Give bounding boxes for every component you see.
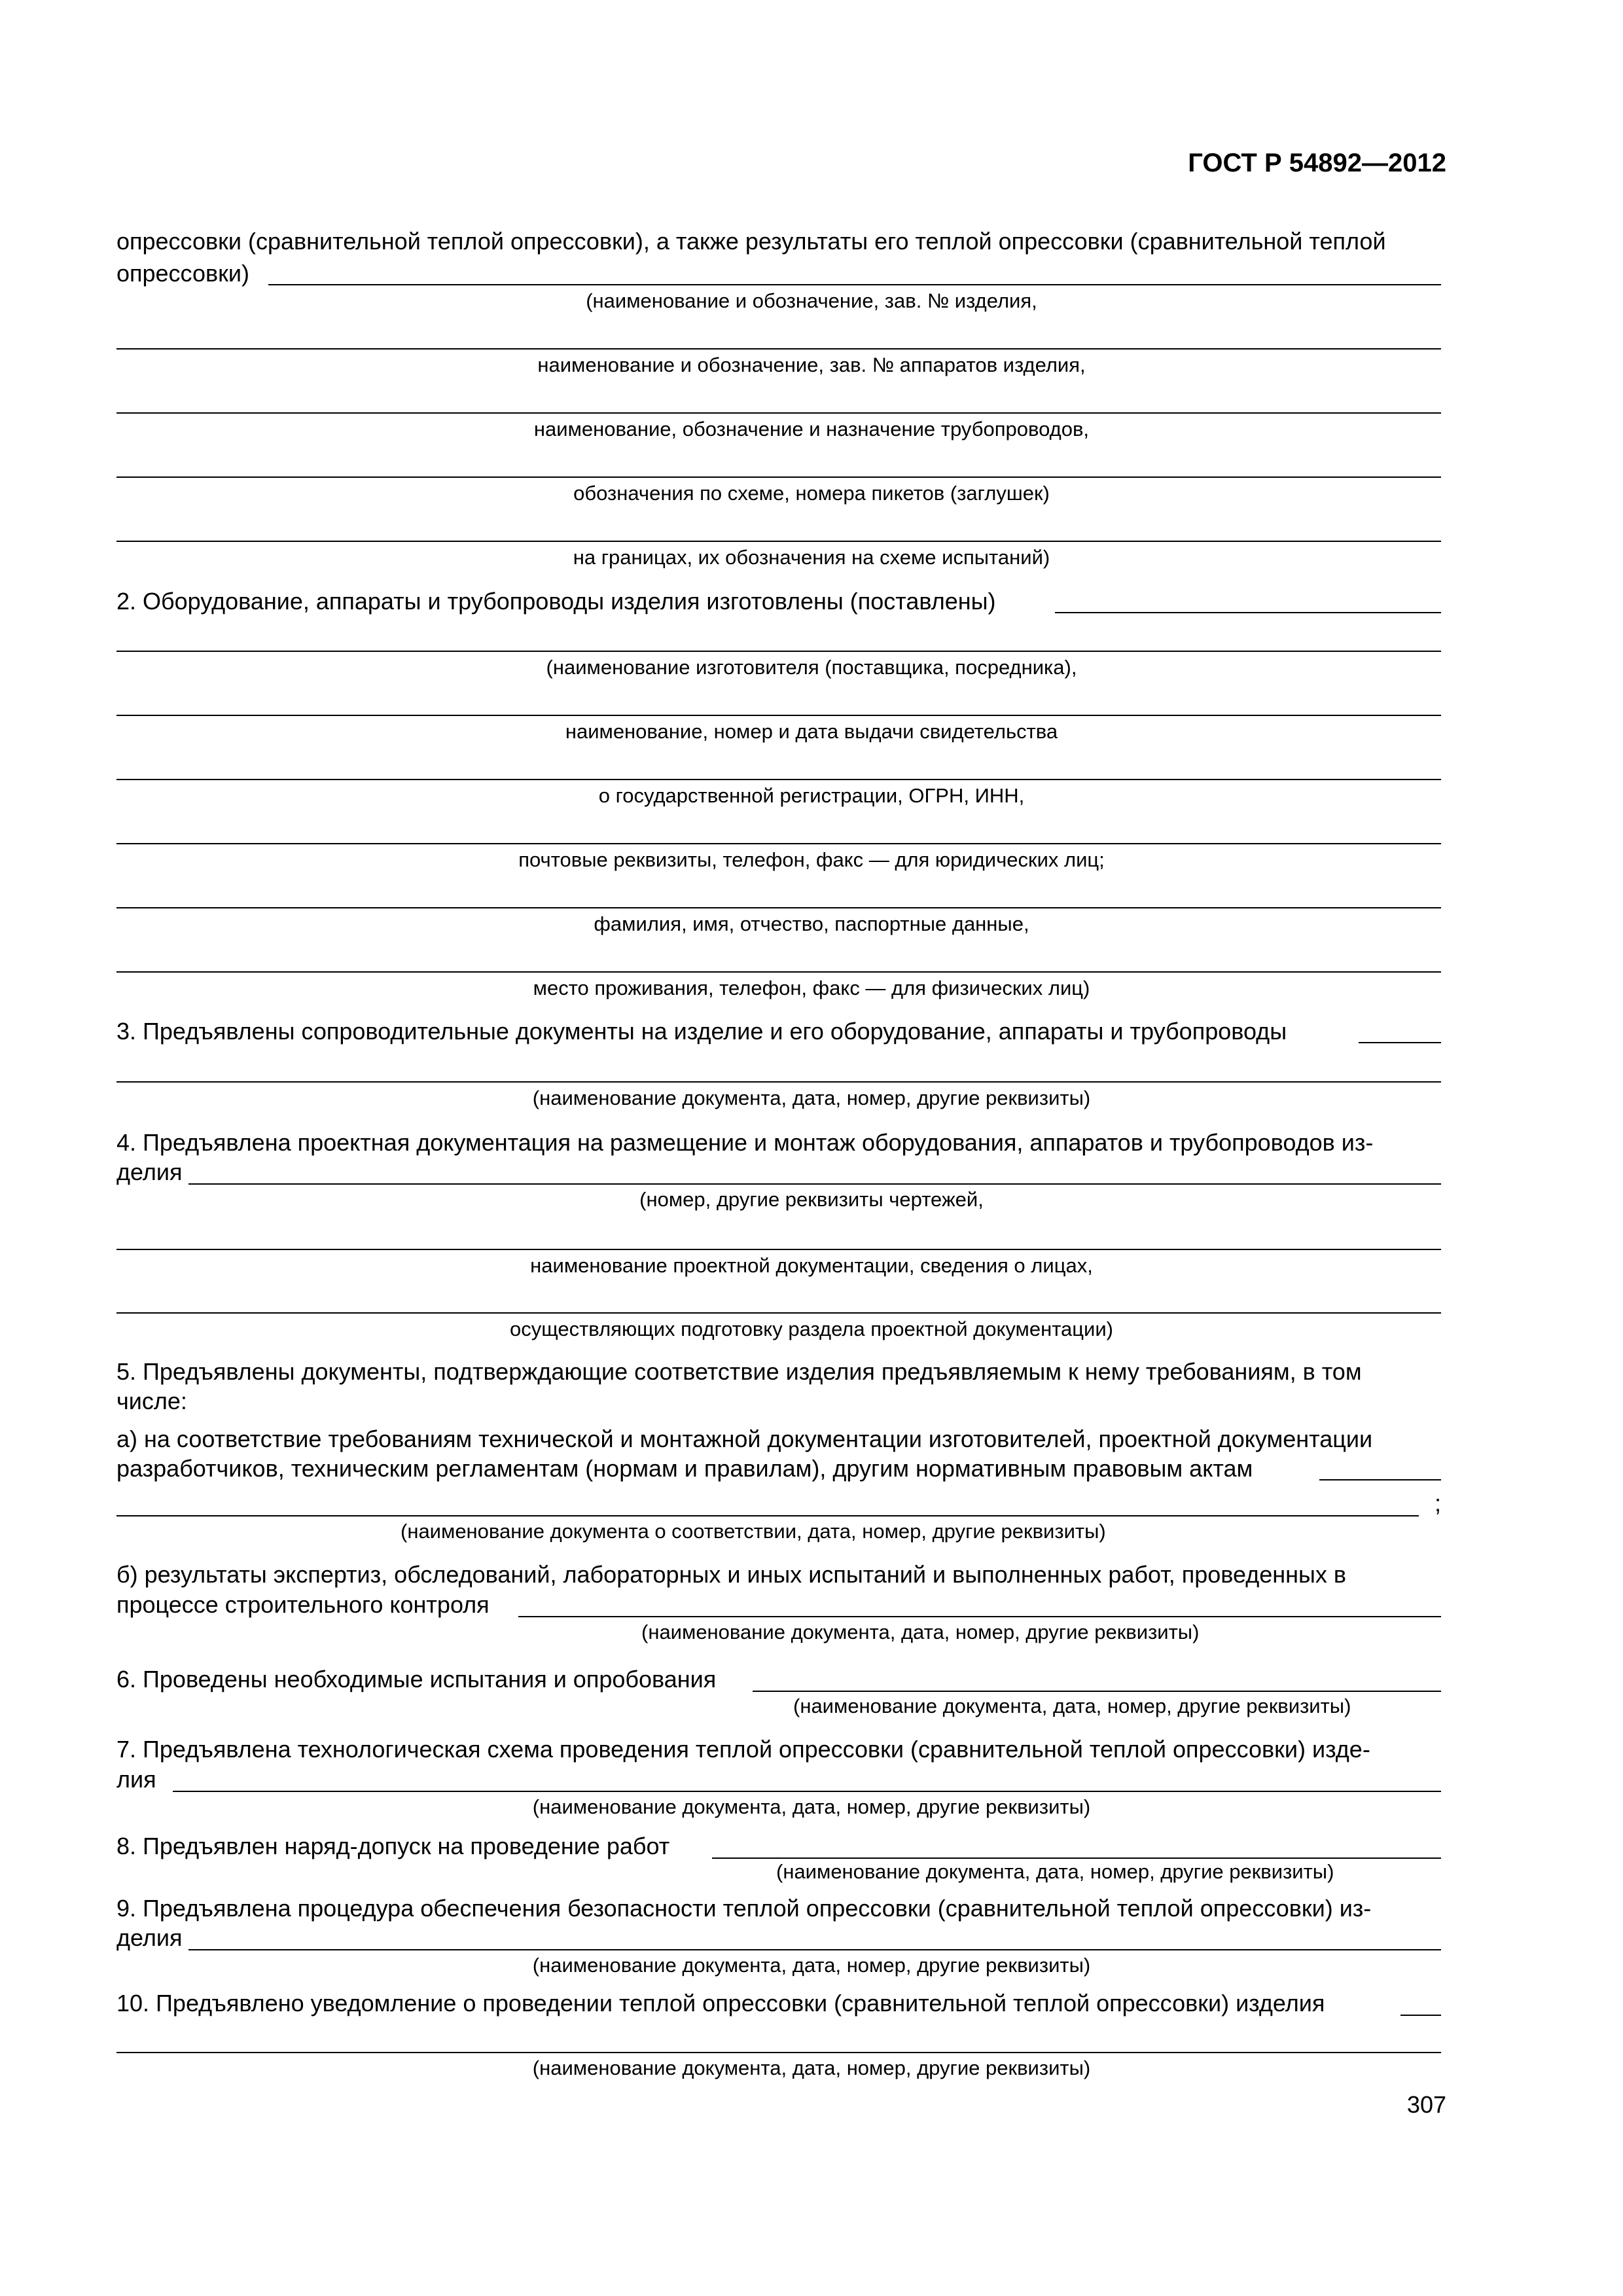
item1-caption-3: наименование, обозначение и назначение трубопроводов, [533,418,1090,440]
item2-caption-3: о государственной регистрации, ОГРН, ИНН, [598,784,1025,807]
item2-fill-line-0[interactable] [1055,612,1441,613]
item4-fill-line-2[interactable] [116,1249,1441,1250]
item2-fill-line-2[interactable] [116,715,1441,716]
item3-caption: (наименование документа, дата, номер, другие реквизиты) [532,1086,1091,1109]
item3-fill-line-0[interactable] [1359,1042,1441,1043]
item1-fill-line-4[interactable] [116,476,1441,478]
item2-caption-5: фамилия, имя, отчество, паспортные данные, [594,912,1029,935]
item8-text: 8. Предъявлен наряд-допуск на проведение работ [116,1833,670,1859]
item1-line2: опрессовки) [116,260,249,287]
item6-text: 6. Проведены необходимые испытания и опробования [116,1666,717,1693]
item7-caption: (наименование документа, дата, номер, другие реквизиты) [532,1795,1091,1818]
item2-caption-2: наименование, номер и дата выдачи свидетельства [565,720,1058,743]
item10-fill-line-0[interactable] [1400,2015,1441,2016]
page-number: 307 [1406,2091,1446,2118]
item6-fill-line[interactable] [753,1691,1441,1692]
item1-caption-5: на границах, их обозначения на схеме испытаний) [573,546,1050,569]
item9-fill-line[interactable] [188,1949,1441,1950]
item4-caption-2: наименование проектной документации, сведения о лицах, [530,1254,1093,1277]
item4-line2: делия [116,1158,183,1185]
item5a-semicolon: ; [1435,1490,1442,1516]
item2-fill-line-1[interactable] [116,651,1441,652]
item10-caption: (наименование документа, дата, номер, другие реквизиты) [532,2056,1091,2079]
item5a-line1: а) на соответствие требованиям технической и монтажной документации изготовителей, проектной документации [116,1426,1373,1452]
item5-line1: 5. Предъявлены документы, подтверждающие соответствие изделия предъявляемым к нему требованиям, в том [116,1358,1362,1385]
item1-caption-4: обозначения по схеме, номера пикетов (заглушек) [573,482,1050,505]
item6-caption: (наименование документа, дата, номер, другие реквизиты) [793,1695,1351,1717]
item1-line1: опрессовки (сравнительной теплой опрессовки), а также результаты его теплой опрессовки (сравнительной теплой [116,228,1386,255]
item4-fill-line-1[interactable] [188,1183,1441,1185]
item10-fill-line-1[interactable] [116,2052,1441,2053]
item1-caption-1: (наименование и обозначение, зав. № изделия, [586,289,1037,312]
item2-fill-line-6[interactable] [116,971,1441,973]
item2-fill-line-4[interactable] [116,843,1441,844]
item2-caption-6: место проживания, телефон, факс — для физических лиц) [533,977,1090,999]
item8-caption: (наименование документа, дата, номер, другие реквизиты) [776,1860,1334,1883]
item5a-line2: разработчиков, техническим регламентам (нормам и правилам), другим нормативным правовым актам [116,1455,1253,1482]
item4-line1: 4. Предъявлена проектная документация на размещение и монтаж оборудования, аппаратов и трубопроводов из- [116,1129,1374,1156]
item4-caption-1: (номер, другие реквизиты чертежей, [639,1188,984,1211]
item5b-caption: (наименование документа, дата, номер, другие реквизиты) [641,1621,1200,1643]
item2-caption-1: (наименование изготовителя (поставщика, посредника), [546,656,1077,679]
item5a-fill-line-1[interactable] [116,1515,1419,1516]
item5a-caption: (наименование документа о соответствии, дата, номер, другие реквизиты) [401,1520,1106,1543]
item5-line2: числе: [116,1388,187,1414]
item1-fill-line-5[interactable] [116,541,1441,542]
item1-caption-2: наименование и обозначение, зав. № аппаратов изделия, [537,353,1086,376]
item1-fill-line-1[interactable] [268,284,1441,285]
item4-fill-line-3[interactable] [116,1312,1441,1314]
item5b-line2: процессе строительного контроля [116,1591,490,1618]
item3-fill-line-1[interactable] [116,1081,1441,1083]
item9-caption: (наименование документа, дата, номер, другие реквизиты) [532,1954,1091,1977]
item2-fill-line-3[interactable] [116,779,1441,780]
standard-header: ГОСТ Р 54892—2012 [1188,149,1446,177]
item4-caption-3: осуществляющих подготовку раздела проектной документации) [509,1318,1114,1340]
item9-line1: 9. Предъявлена процедура обеспечения безопасности теплой опрессовки (сравнительной теплой опрессовки) из- [116,1895,1372,1922]
item7-fill-line[interactable] [173,1791,1441,1792]
item5b-line1: б) результаты экспертиз, обследований, лабораторных и иных испытаний и выполненных работ, проведенных в [116,1561,1347,1588]
item7-line2: лия [116,1766,156,1793]
item5a-fill-line-0[interactable] [1319,1479,1441,1480]
item2-fill-line-5[interactable] [116,907,1441,908]
item1-fill-line-2[interactable] [116,348,1441,350]
item2-text: 2. Оборудование, аппараты и трубопроводы изделия изготовлены (поставлены) [116,588,996,615]
item2-caption-4: почтовые реквизиты, телефон, факс — для юридических лиц; [518,848,1105,871]
item3-text: 3. Предъявлены сопроводительные документы на изделие и его оборудование, аппараты и трубопроводы [116,1018,1287,1045]
item5b-fill-line[interactable] [518,1616,1441,1617]
item8-fill-line[interactable] [712,1857,1441,1859]
item9-line2: делия [116,1924,183,1951]
item1-fill-line-3[interactable] [116,412,1441,414]
item7-line1: 7. Предъявлена технологическая схема проведения теплой опрессовки (сравнительной теплой опрессовки) изде- [116,1736,1370,1763]
item10-text: 10. Предъявлено уведомление о проведении теплой опрессовки (сравнительной теплой опрессовки) изделия [116,1990,1325,2017]
